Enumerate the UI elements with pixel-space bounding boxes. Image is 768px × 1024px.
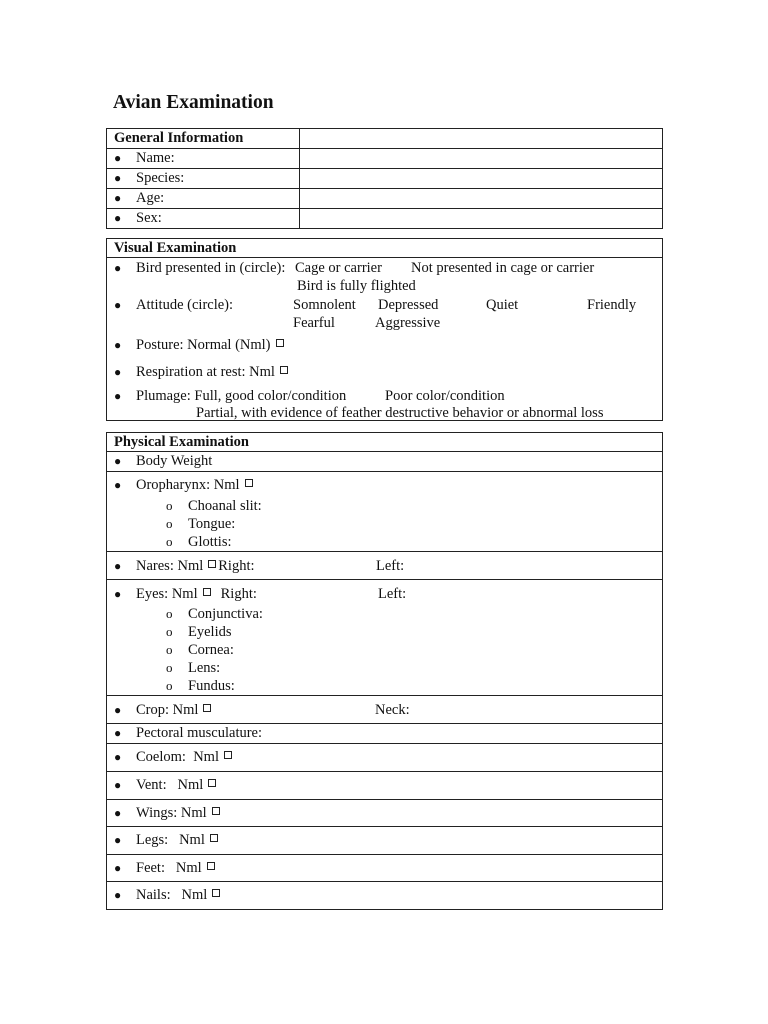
attitude-label: Attitude (circle):	[136, 297, 234, 313]
age-label: Age:	[136, 190, 165, 206]
nares-label: Nares: Nml	[136, 558, 204, 574]
tongue-item: o Tongue:	[166, 516, 236, 532]
conjunctiva-item: o Conjunctiva:	[166, 606, 263, 622]
feet-label: Feet: Nml	[136, 860, 202, 876]
oropharynx-label: Oropharynx: Nml	[136, 477, 240, 493]
nails-row: ● Nails: Nml	[107, 882, 663, 910]
species-field[interactable]	[300, 169, 663, 189]
attitude-row: ● Attitude (circle):	[114, 297, 234, 313]
eyes-right-label: Right:	[220, 586, 257, 602]
nares-right-label: Right:	[218, 558, 255, 574]
species-label-cell: ● Species:	[107, 169, 300, 189]
eyes-row: ● Eyes: Nml Right: Left: o Conjunctiva: o Eyelids o Cornea: o Lens: o Fundus:	[107, 580, 663, 696]
presented-row: ● Bird presented in (circle):	[114, 260, 286, 276]
posture-row: ● Posture: Normal (Nml)	[114, 336, 284, 354]
crop-checkbox[interactable]	[203, 704, 211, 712]
attitude-somnolent[interactable]: Somnolent	[293, 297, 356, 313]
eyelids-item: o Eyelids	[166, 624, 232, 640]
legs-row: ● Legs: Nml	[107, 827, 663, 855]
vent-checkbox[interactable]	[208, 779, 216, 787]
body-weight-row: ● Body Weight	[107, 452, 663, 472]
nails-checkbox[interactable]	[212, 889, 220, 897]
name-label-cell: ● Name:	[107, 149, 300, 169]
eyes-left-label: Left:	[378, 586, 407, 602]
presented-option-not-cage[interactable]: Not presented in cage or carrier	[411, 260, 595, 276]
nares-checkbox[interactable]	[208, 560, 216, 568]
visual-examination-body	[107, 258, 663, 421]
respiration-label: Respiration at rest: Nml	[136, 364, 275, 380]
physical-examination-header: Physical Examination	[107, 433, 663, 452]
name-field[interactable]	[300, 149, 663, 169]
attitude-friendly[interactable]: Friendly	[587, 297, 637, 313]
vent-label: Vent: Nml	[136, 777, 204, 793]
nails-label: Nails: Nml	[136, 887, 208, 903]
physical-examination-table	[106, 432, 663, 910]
wings-checkbox[interactable]	[212, 807, 220, 815]
visual-examination-table	[106, 238, 663, 421]
feet-checkbox[interactable]	[207, 862, 215, 870]
general-information-header: General Information	[107, 129, 300, 149]
legs-checkbox[interactable]	[210, 834, 218, 842]
choanal-slit-item: o Choanal slit:	[166, 498, 262, 514]
oropharynx-row: ● Oropharynx: Nml o Choanal slit: o Tongue: o Glottis:	[107, 472, 663, 552]
wings-row: ● Wings: Nml	[107, 800, 663, 827]
neck-label: Neck:	[375, 702, 410, 718]
age-field[interactable]	[300, 189, 663, 209]
cornea-item: o Cornea:	[166, 642, 234, 658]
vent-row: ● Vent: Nml	[107, 772, 663, 800]
page-title: Avian Examination	[113, 92, 274, 113]
wings-label: Wings: Nml	[136, 805, 207, 821]
eyes-label: Eyes: Nml	[136, 586, 198, 602]
pectoral-row: ● Pectoral musculature:	[107, 724, 663, 744]
visual-examination-header: Visual Examination	[107, 239, 663, 258]
name-label: Name:	[136, 150, 175, 166]
posture-label: Posture: Normal (Nml)	[136, 337, 271, 353]
coelom-label: Coelom: Nml	[136, 749, 219, 765]
nares-left-label: Left:	[376, 558, 405, 574]
nares-row: ● Nares: Nml Right: Left:	[107, 552, 663, 580]
plumage-row: ● Plumage: Full, good color/condition	[114, 388, 347, 404]
lens-item: o Lens:	[166, 660, 221, 676]
respiration-checkbox[interactable]	[280, 366, 288, 374]
eyes-checkbox[interactable]	[203, 588, 211, 596]
species-label: Species:	[136, 170, 185, 186]
plumage-label[interactable]: Plumage: Full, good color/condition	[136, 388, 347, 404]
attitude-fearful[interactable]: Fearful	[293, 315, 335, 331]
age-label-cell: ● Age:	[107, 189, 300, 209]
glottis-item: o Glottis:	[166, 534, 232, 550]
presented-option-flighted[interactable]: Bird is fully flighted	[297, 278, 416, 294]
sex-label-cell: ● Sex:	[107, 209, 300, 229]
general-information-table	[106, 128, 663, 229]
oropharynx-checkbox[interactable]	[245, 479, 253, 487]
posture-checkbox[interactable]	[276, 339, 284, 347]
coelom-row: ● Coelom: Nml	[107, 744, 663, 772]
presented-option-cage[interactable]: Cage or carrier	[295, 260, 382, 276]
coelom-checkbox[interactable]	[224, 751, 232, 759]
plumage-option-poor[interactable]: Poor color/condition	[385, 388, 505, 404]
fundus-item: o Fundus:	[166, 678, 235, 694]
crop-label: Crop: Nml	[136, 702, 199, 718]
crop-row: ● Crop: Nml Neck:	[107, 696, 663, 724]
respiration-row: ● Respiration at rest: Nml	[114, 363, 288, 381]
pectoral-label: Pectoral musculature:	[136, 725, 263, 741]
sex-label: Sex:	[136, 210, 162, 226]
attitude-aggressive[interactable]: Aggressive	[375, 315, 441, 331]
attitude-quiet[interactable]: Quiet	[486, 297, 519, 313]
legs-label: Legs: Nml	[136, 832, 205, 848]
attitude-depressed[interactable]: Depressed	[378, 297, 439, 313]
body-weight-label: Body Weight	[136, 453, 213, 469]
presented-label: Bird presented in (circle):	[136, 260, 286, 276]
plumage-option-partial[interactable]: Partial, with evidence of feather destructive behavior or abnormal loss	[196, 405, 604, 421]
sex-field[interactable]	[300, 209, 663, 229]
feet-row: ● Feet: Nml	[107, 855, 663, 882]
general-header-blank	[300, 129, 663, 149]
